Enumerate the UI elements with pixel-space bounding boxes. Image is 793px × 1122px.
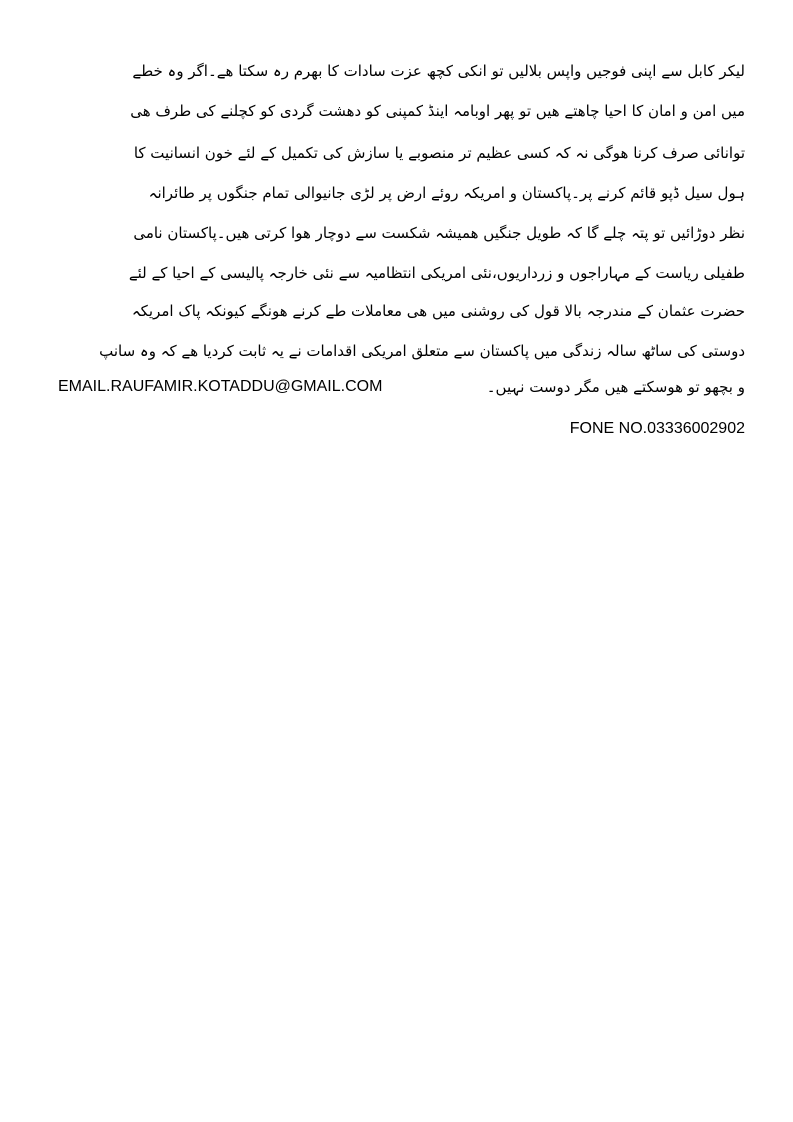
paragraph-line-8: دوستی کی ساٹھ سالہ زندگی میں پاکستان سے متعلق امریکی اقدامات نے یہ ثابت کردیا ھے کہ وہ سانپ [99,342,745,360]
paragraph-line-9: و بچھو تو ھوسکتے ھیں مگر دوست نہیں۔ [486,378,745,396]
paragraph-line-3: توانائی صرف کرنا ھوگی نہ کہ کسی عظیم تر منصوبے یا سازش کی تکمیل کے لئے خون انسانیت کا [133,144,745,162]
paragraph-line-4: ہول سیل ڈپو قائم کرنے پر۔پاکستان و امریکہ روئے ارض پر لڑی جانیوالی تمام جنگوں پر طائرانہ [148,184,745,202]
paragraph-line-5: نظر دوڑائیں تو پتہ چلے گا کہ طویل جنگیں ھمیشہ شکست سے دوچار ھوا کرتی ھیں۔پاکستان نامی [133,224,745,242]
paragraph-line-7: حضرت عثمان کے مندرجہ بالا قول کی روشنی میں ھی معاملات طے کرنے ھونگے کیونکہ پاک امریکہ [131,302,745,320]
email-text: EMAIL.RAUFAMIR.KOTADDU@GMAIL.COM [58,378,383,395]
paragraph-last-line [48,377,745,399]
paragraph-line-6: طفیلی ریاست کے مہاراجوں و زرداریوں،نئی امریکی انتظامیہ سے نئی خارجہ پالیسی کے احیا کے لئے [128,264,745,282]
phone-number-text: FONE NO.03336002902 [569,420,745,437]
paragraph-line-2: میں امن و امان کا احیا چاھتے ھیں تو پھر اوبامہ اینڈ کمپنی کو دھشت گردی کو کچلنے کی طرف ھی [130,102,745,120]
paragraph-line-1: لیکر کابل سے اپنی فوجیں واپس بلالیں تو انکی کچھ عزت سادات کا بھرم رہ سکتا ھے۔اگر وہ خطے [132,62,745,80]
